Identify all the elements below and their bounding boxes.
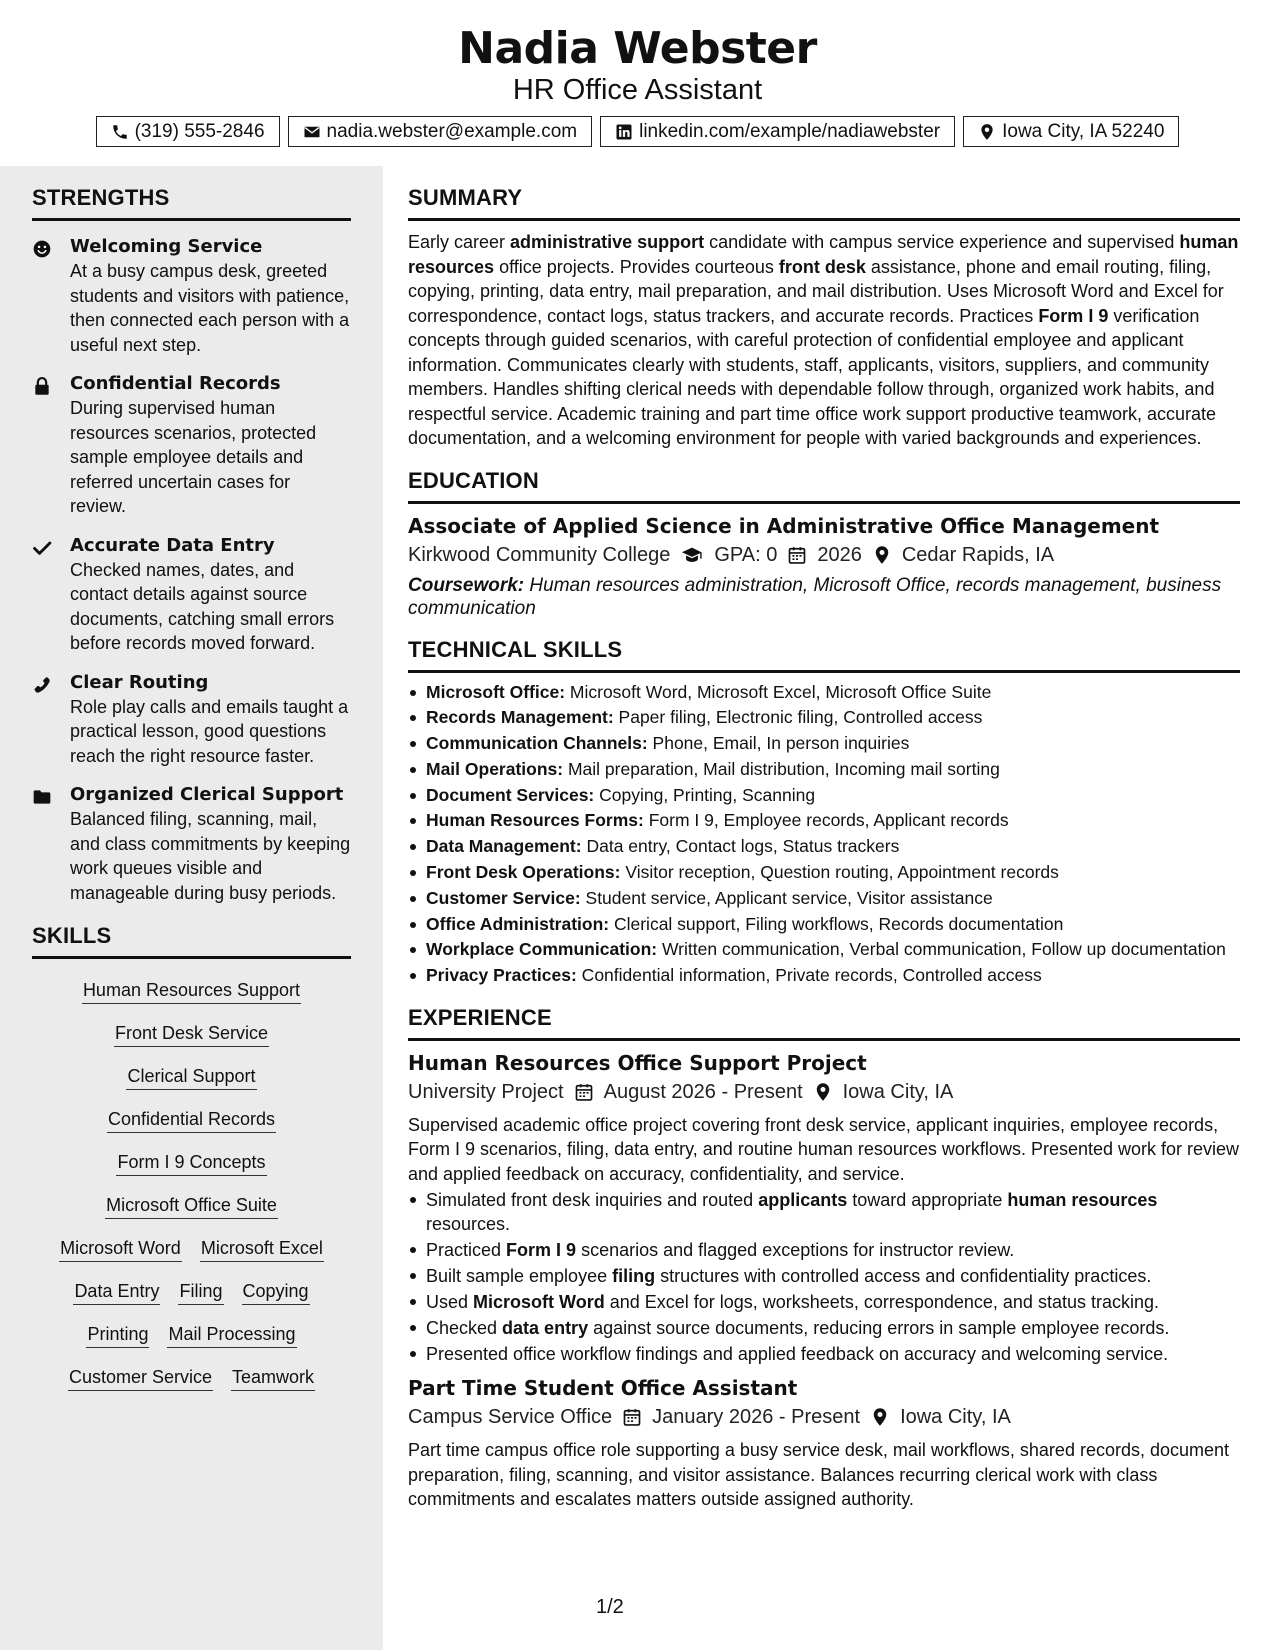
skills-title: SKILLS	[32, 922, 351, 959]
main-column	[408, 166, 1240, 1512]
job-description: Part time campus office role supporting a busy service desk, mail workflows, shared records, document preparation, filing, scanning, and visitor assistance. Balances recurring clerical work with class commitments and escalates matters outside assigned authority.	[408, 1440, 1230, 1510]
education-meta	[408, 540, 1240, 570]
strength-item	[32, 671, 351, 769]
skill-tag: Data Entry	[73, 1278, 160, 1305]
summary-text: office projects. Provides courteous	[494, 256, 779, 277]
technical-skill-label: Front Desk Operations:	[426, 862, 621, 883]
job-meta	[408, 1077, 1240, 1107]
location-icon	[870, 1407, 890, 1427]
technical-skill-label: Office Administration:	[426, 913, 610, 934]
school-name: Kirkwood Community College	[408, 543, 671, 566]
skill-tag: Confidential Records	[107, 1106, 276, 1133]
contact-bar	[0, 116, 1275, 147]
job-bullet-bold: data entry	[502, 1318, 589, 1339]
job-bullet-bold: filing	[612, 1266, 656, 1287]
technical-skill-label: Records Management:	[426, 707, 614, 728]
summary-title: SUMMARY	[408, 184, 1240, 221]
summary-text: verification concepts through guided scenarios, with careful protection of confidential employee and applicant information. Communicates clearly with students, staff, applicants, visitors, suppliers, and community members. Handles shifting clerical needs with dependable follow through, organized work habits, and respectful service. Academic training and part time office work support productive teamwork, accurate documentation, and a welcoming environment for people with varied backgrounds and experiences.	[408, 305, 1217, 448]
strength-desc: During supervised human resources scenarios, protected sample employee details and referred uncertain cases for review.	[70, 398, 317, 516]
skill-tag: Microsoft Office Suite	[105, 1192, 278, 1219]
job-bullet	[408, 1264, 1240, 1288]
contact-email[interactable]	[288, 116, 593, 147]
strength-desc: Checked names, dates, and contact details against source documents, catching small errors before records moved forward.	[70, 559, 335, 653]
coursework-label: Coursework:	[408, 574, 525, 596]
job-organization: University Project	[408, 1080, 564, 1103]
job-bullet-text: against source documents, reducing errors in sample employee records.	[588, 1318, 1170, 1339]
technical-skill-value: Paper filing, Electronic filing, Controlled access	[613, 707, 983, 728]
contact-linkedin-text: linkedin.com/example/nadiawebster	[639, 120, 941, 142]
strengths-list	[32, 235, 351, 905]
location-icon	[872, 545, 892, 565]
coursework-text: Human resources administration, Microsoft Office, records management, business communication	[408, 574, 1222, 619]
summary-bold: administrative support	[510, 232, 705, 252]
job-bullet-bold: human resources	[1007, 1190, 1158, 1211]
job-bullet	[408, 1238, 1240, 1262]
job-title: Human Resources Office Support Project	[408, 1050, 867, 1075]
summary-text	[408, 230, 1240, 451]
strength-item	[32, 372, 351, 519]
calendar-icon	[622, 1407, 642, 1427]
technical-skill-item	[408, 681, 1240, 705]
technical-skill-item	[408, 861, 1240, 885]
linkedin-icon	[615, 123, 633, 141]
technical-skill-item	[408, 938, 1240, 962]
technical-skill-label: Mail Operations:	[426, 758, 564, 779]
contact-location[interactable]	[963, 116, 1179, 147]
skill-tag: Filing	[178, 1278, 223, 1305]
technical-skills-list	[408, 681, 1240, 988]
school-location: Cedar Rapids, IA	[901, 543, 1055, 566]
technical-skill-value: Microsoft Word, Microsoft Excel, Microsoft Office Suite	[565, 681, 992, 702]
technical-skill-value: Form I 9, Employee records, Applicant records	[643, 810, 1009, 831]
contact-phone-text: (319) 555-2846	[134, 120, 265, 142]
skill-tag: Microsoft Excel	[200, 1235, 324, 1262]
technical-skill-item	[408, 706, 1240, 730]
job-organization: Campus Service Office	[408, 1406, 613, 1429]
technical-skill-value: Confidential information, Private records, Controlled access	[576, 965, 1042, 986]
envelope-icon	[303, 123, 321, 141]
skills-list	[32, 977, 351, 1391]
technical-skill-label: Privacy Practices:	[426, 965, 577, 986]
calendar-icon	[574, 1082, 594, 1102]
technical-skill-item	[408, 809, 1240, 833]
summary-text: assistance, phone and email routing, filing, copying, printing, data entry, mail preparation, and mail distribution. Uses Microsoft Word and Excel for correspondence, contact logs, status trackers, and accurate records. Practices	[408, 256, 1224, 326]
coursework	[408, 574, 1240, 620]
job-bullet	[408, 1316, 1240, 1340]
calendar-icon	[787, 545, 807, 565]
phone-icon	[32, 675, 52, 695]
summary-text: Early career	[408, 232, 511, 252]
job-bullet-text: Practiced	[426, 1240, 507, 1261]
technical-skill-label: Microsoft Office:	[426, 681, 566, 702]
strength-item	[32, 534, 351, 656]
resume-header	[0, 0, 1275, 147]
degree-title: Associate of Applied Science in Administrative Office Management	[408, 513, 1160, 538]
candidate-role: HR Office Assistant	[512, 74, 763, 106]
contact-location-text: Iowa City, IA 52240	[1002, 120, 1165, 142]
strength-title: Accurate Data Entry	[70, 534, 275, 556]
job-bullet-text: Simulated front desk inquiries and routed	[426, 1190, 759, 1211]
technical-skill-item	[408, 964, 1240, 988]
technical-skill-value: Visitor reception, Question routing, Appointment records	[620, 862, 1059, 883]
contact-email-text: nadia.webster@example.com	[326, 120, 578, 142]
skill-tag: Mail Processing	[167, 1321, 296, 1348]
job-bullet-bold: applicants	[758, 1190, 848, 1211]
job-bullet-text: structures with controlled access and confidentiality practices.	[655, 1266, 1152, 1287]
job-bullet-text: Presented office workflow findings and applied feedback on accuracy and welcoming service.	[426, 1344, 1169, 1365]
strength-item	[32, 235, 351, 357]
strength-title: Confidential Records	[70, 373, 281, 394]
lock-icon	[32, 376, 52, 396]
skill-tag: Printing	[86, 1321, 149, 1348]
strength-title: Clear Routing	[70, 671, 209, 693]
technical-skill-label: Workplace Communication:	[426, 939, 658, 960]
graduation-year: 2026	[817, 543, 862, 566]
technical-skill-label: Data Management:	[426, 836, 582, 857]
job-entry	[408, 1049, 1240, 1367]
contact-phone[interactable]	[96, 116, 280, 147]
technical-skill-item	[408, 784, 1240, 808]
summary-bold: Form I 9	[1038, 305, 1109, 326]
page-number: 1/2	[596, 1596, 624, 1618]
skill-tag: Human Resources Support	[82, 977, 301, 1004]
graduation-cap-icon	[680, 544, 704, 566]
job-bullet-text: toward appropriate	[847, 1190, 1008, 1211]
skill-tag: Front Desk Service	[114, 1020, 269, 1047]
technical-skill-item	[408, 835, 1240, 859]
job-bullet-bold: Form I 9	[506, 1240, 577, 1261]
phone-icon	[111, 123, 129, 141]
skill-tag: Copying	[242, 1278, 310, 1305]
gpa: GPA: 0	[714, 543, 778, 566]
job-meta	[408, 1402, 1240, 1432]
summary-bold: front desk	[778, 256, 866, 277]
technical-skill-item	[408, 913, 1240, 937]
skill-tag: Clerical Support	[126, 1063, 256, 1090]
technical-skill-value: Student service, Applicant service, Visitor assistance	[580, 887, 993, 908]
check-icon	[32, 538, 52, 558]
folder-icon	[32, 787, 52, 807]
job-dates: August 2026 - Present	[603, 1080, 803, 1103]
technical-skill-item	[408, 887, 1240, 911]
job-bullet	[408, 1290, 1240, 1314]
job-bullet-text: and Excel for logs, worksheets, correspondence, and status tracking.	[604, 1292, 1159, 1313]
strength-desc: Role play calls and emails taught a practical lesson, good questions reach the right resource faster.	[70, 696, 349, 766]
skill-tag: Teamwork	[231, 1364, 315, 1391]
technical-skill-value: Copying, Printing, Scanning	[594, 784, 816, 805]
job-bullet	[408, 1342, 1240, 1366]
strength-title: Organized Clerical Support	[70, 784, 344, 805]
technical-skill-label: Human Resources Forms:	[426, 810, 644, 831]
job-bullet-text: Used	[426, 1292, 474, 1313]
contact-linkedin[interactable]	[600, 116, 955, 147]
job-bullet-text: Checked	[426, 1318, 503, 1339]
technical-skill-item	[408, 758, 1240, 782]
technical-skill-item	[408, 732, 1240, 756]
technical-skill-value: Data entry, Contact logs, Status trackers	[581, 836, 900, 857]
candidate-name: Nadia Webster	[458, 23, 817, 74]
job-bullets	[408, 1188, 1240, 1366]
location-icon	[813, 1082, 833, 1102]
sidebar	[0, 166, 383, 1650]
location-icon	[978, 123, 996, 141]
experience-title: EXPERIENCE	[408, 1004, 1240, 1041]
job-location: Iowa City, IA	[900, 1406, 1011, 1429]
skill-tag: Microsoft Word	[59, 1235, 182, 1262]
job-description: Supervised academic office project covering front desk service, applicant inquiries, employee records, Form I 9 scenarios, filing, data entry, and routine human resources workflows. Presented work for review and applied feedback on accuracy, confidentiality, and service.	[408, 1114, 1240, 1184]
summary-text: candidate with campus service experience and supervised	[704, 232, 1180, 252]
education-title: EDUCATION	[408, 467, 1240, 504]
technical-skill-value: Clerical support, Filing workflows, Records documentation	[609, 913, 1064, 934]
strength-title: Welcoming Service	[70, 236, 263, 257]
strength-desc: Balanced filing, scanning, mail, and class commitments by keeping work queues visible and manageable during busy periods.	[70, 809, 351, 903]
job-bullet-text: resources.	[426, 1214, 511, 1235]
job-dates: January 2026 - Present	[652, 1406, 861, 1429]
skill-tag: Form I 9 Concepts	[116, 1149, 266, 1176]
job-bullet-text: Built sample employee	[426, 1266, 613, 1287]
job-location: Iowa City, IA	[842, 1080, 954, 1103]
technical-skill-value: Phone, Email, In person inquiries	[647, 733, 910, 754]
strength-desc: At a busy campus desk, greeted students and visitors with patience, then connected each person with a useful next step.	[70, 261, 350, 355]
technical-skill-label: Communication Channels:	[426, 733, 648, 754]
experience-list	[408, 1049, 1240, 1512]
technical-skill-value: Written communication, Verbal communication, Follow up documentation	[657, 939, 1226, 960]
job-bullet	[408, 1188, 1240, 1236]
job-title: Part Time Student Office Assistant	[408, 1376, 798, 1401]
smile-icon	[32, 239, 52, 259]
skill-tag: Customer Service	[68, 1364, 213, 1391]
job-entry	[408, 1374, 1240, 1512]
technical-skill-label: Document Services:	[426, 784, 595, 805]
technical-skill-value: Mail preparation, Mail distribution, Incoming mail sorting	[563, 758, 1000, 779]
technical-skills-title: TECHNICAL SKILLS	[408, 636, 1240, 673]
summary-bold: human resources	[408, 232, 1239, 277]
strengths-title: STRENGTHS	[32, 184, 351, 221]
job-bullet-text: scenarios and flagged exceptions for instructor review.	[576, 1240, 1015, 1261]
strength-item	[32, 783, 351, 905]
job-bullet-bold: Microsoft Word	[473, 1292, 605, 1313]
technical-skill-label: Customer Service:	[426, 887, 581, 908]
